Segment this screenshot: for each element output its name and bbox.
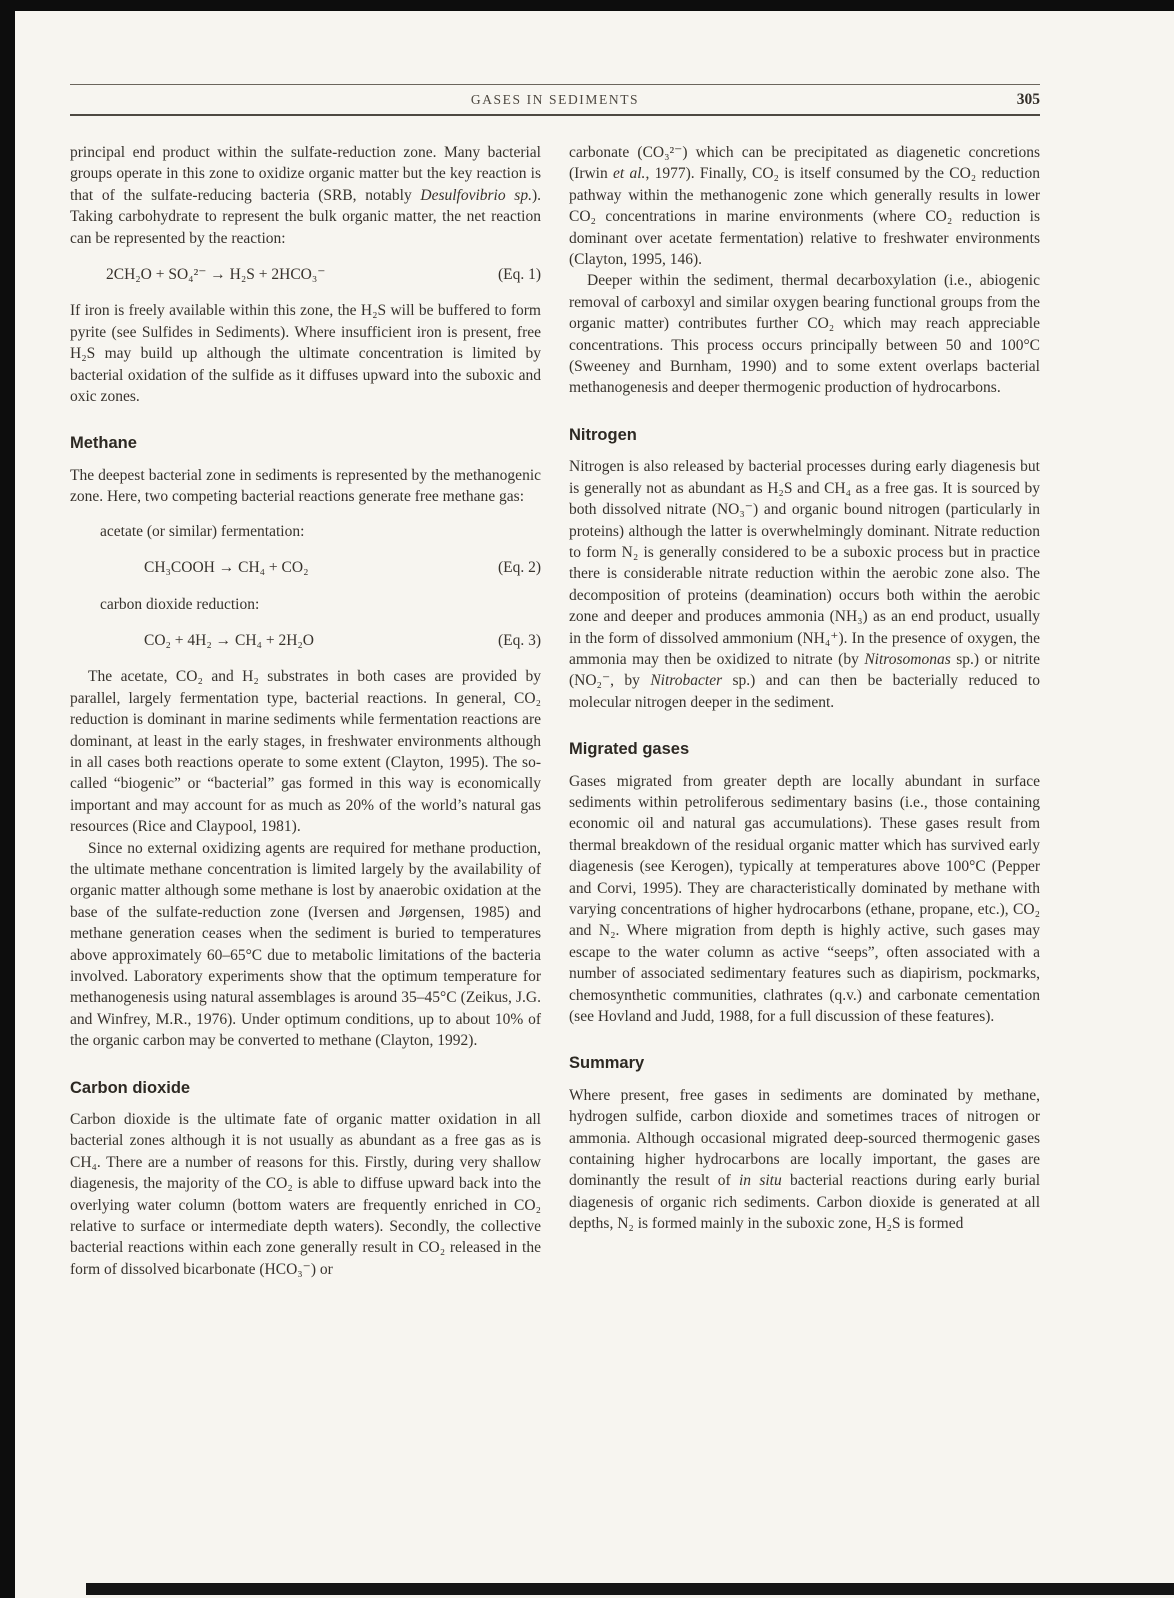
section-heading: Migrated gases [569, 740, 690, 759]
text-run: Carbon dioxide is the ultimate fate of organic matter oxidation in all bacterial zones although it is not usually as abundant as a free gas as is CH₄. There are a number of reasons for this. Firstly, during very shallow diagenesis, the majority of the CO₂ is able to diffuse upward back into the overlying water column (bottom waters are frequently enriched in CO₂ relative to surface or intermediate depth waters). Secondly, the collective bacterial reactions within each zone generally result in CO₂ released in the form of dissolved bicarbonate (HCO₃⁻) or [70, 1111, 541, 1278]
equation-formula: CO₂ + 4H₂ → CH₄ + 2H₂O [144, 631, 314, 649]
text-run: carbonate (CO₃²⁻) which can be precipitated as diagenetic concretions (Irwin [569, 144, 1040, 183]
equation-number: (Eq. 3) [497, 631, 541, 649]
body-paragraph [70, 142, 541, 249]
text-run: Where present, free gases in sediments are dominated by methane, hydrogen sulfide, carbon dioxide and sometimes traces of nitrogen or ammonia. Although occasional migrated deep-sourced thermogenic gases containing higher hydrocarbons are locally important, the gases are dominantly the result of [569, 1086, 1040, 1190]
section-heading: Summary [569, 1054, 645, 1073]
text-run: The deepest bacterial zone in sediments is represented by the methanogenic zone. Here, two competing bacterial reactions generate free methane gas: [70, 466, 541, 506]
text-run: Gases migrated from greater depth are locally abundant in surface sediments within petroliferous sedimentary basins (i.e., those containing economic oil and natural gas accumulations). These gases result from thermal breakdown of the residual organic matter which has survived early diagenesis (see Kerogen), typically at temperatures above 100°C (Pepper and Corvi, 1995). They are characteristically dominated by methane with varying concentrations of higher hydrocarbons (ethane, propane, etc.), CO₂ and N₂. Where migration from depth is highly active, such gases may escape to the water column as active “seeps”, often associated with a number of associated sedimentary features such as diapirism, pockmarks, chemosynthetic communities, clathrates (q.v.) and carbonate cementation (see Hovland and Judd, 1988, for a full discussion of these features). [569, 772, 1040, 1026]
italic-term: Nitrobacter [650, 672, 723, 690]
body-paragraph [569, 142, 1040, 270]
page-content [70, 84, 1040, 1280]
scan-edge-top [0, 0, 1174, 11]
italic-term: et al. [613, 165, 646, 183]
equation-number: (Eq. 2) [497, 559, 541, 577]
equation-intro-label: carbon dioxide reduction: [100, 595, 260, 613]
text-column [569, 142, 1040, 1280]
chemical-equation [70, 630, 541, 651]
text-run: bacterial reactions during early burial diagenesis of organic rich sediments. Carbon dioxide is generated at all depths, N₂ is formed mainly in the suboxic zone, H₂S is formed [569, 1172, 1041, 1233]
body-paragraph [70, 300, 541, 407]
chemical-equation [70, 557, 541, 578]
body-paragraph [569, 1085, 1040, 1235]
section-heading: Nitrogen [569, 425, 637, 444]
body-paragraph [569, 771, 1040, 1028]
columns [70, 142, 1040, 1280]
body-paragraph [70, 465, 541, 508]
page-number: 305 [1016, 91, 1040, 108]
text-run: Deeper within the sediment, thermal decarboxylation (i.e., abiogenic removal of carboxyl and similar oxygen bearing functional groups from the organic matter) contributes further CO₂ which may reach appreciable concentrations. This process occurs principally between 50 and 100°C (Sweeney and Burnham, 1990) and to some extent overlaps bacterial methanogenesis and deeper thermogenic production of hydrocarbons. [569, 272, 1040, 397]
body-paragraph [70, 666, 541, 837]
running-head [70, 84, 1040, 116]
text-run: ). Taking carbohydrate to represent the bulk organic matter, the net reaction can be represented by the reaction: [70, 186, 541, 247]
body-paragraph [569, 456, 1040, 713]
body-paragraph [70, 838, 541, 1052]
equation-formula: 2CH₂O + SO₄²⁻ → H₂S + 2HCO₃⁻ [106, 266, 326, 284]
text-run: sp.) and can then be bacterially reduced to molecular nitrogen deeper in the sediment. [569, 672, 1040, 711]
text-run: principal end product within the sulfate-reduction zone. Many bacterial groups operate in this zone to oxidize organic matter but the key reaction is that of the sulfate-reducing bacteria (SRB, notably [70, 144, 541, 204]
text-column [70, 142, 541, 1280]
italic-term: Nitrosomonas [864, 650, 951, 668]
text-run: Nitrogen is also released by bacterial processes during early diagenesis but is generally not as abundant as H₂S and CH₄ as a free gas. It is sourced by both dissolved nitrate (NO₃⁻) and organic bound nitrogen (particularly in proteins) although the latter is overwhelmingly dominant. Nitrate reduction to form N₂ is generally considered to be a suboxic process but in practice there is considerable nitrate reduction within the aerobic zone also. The decomposition of proteins (deamination) occurs both within the aerobic zone and deeper and produces ammonia (NH₃) as an end product, usually in the form of dissolved ammonium (NH₄⁺). In the presence of oxygen, the ammonia may then be oxidized to nitrate (by [569, 458, 1040, 668]
text-run: Since no external oxidizing agents are required for methane production, the ultimate methane concentration is limited largely by the availability of organic matter although some methane is lost by anaerobic oxidation at the base of the sulfate-reduction zone (Iversen and Jørgensen, 1985) and methane generation ceases when the sediment is buried to temperatures above approximately 60–65°C due to metabolic limitations of the bacteria involved. Laboratory experiments show that the optimum temperature for methanogenesis using natural assemblages is around 35–45°C (Zeikus, J.G. and Winfrey, M.R., 1976). Under optimum conditions, up to about 10% of the organic carbon may be converted to methane (Clayton, 1992). [70, 839, 541, 1050]
scan-edge-bottom [86, 1583, 1174, 1595]
italic-term: Desulfovibrio sp. [420, 186, 532, 204]
text-run: If iron is freely available within this zone, the H₂S will be buffered to form pyrite (see Sulfides in Sediments). Where insufficient iron is present, free H₂S may build up although the ultimate concentration is limited by bacterial oxidation of the sulfide as it diffuses upward into the suboxic and oxic zones. [70, 302, 541, 406]
scan-edge-left [0, 0, 15, 1598]
section-heading: Methane [70, 434, 137, 453]
chemical-equation [70, 264, 541, 285]
text-run: , 1977). Finally, CO₂ is itself consumed by the CO₂ reduction pathway within the methanogenic zone which generally results in lower CO₂ concentrations in marine environments (where CO₂ reduction is dominant over acetate fermentation) relative to freshwater environments (Clayton, 1995, 146). [569, 165, 1040, 269]
italic-term: in situ [739, 1172, 782, 1190]
text-run: The acetate, CO₂ and H₂ substrates in both cases are provided by parallel, largely fermentation type, bacterial reactions. In general, CO₂ reduction is dominant in marine sediments while fermentation reactions are dominant, at least in the early stages, in freshwater environments although in all cases both reactions operate to some extent (Clayton, 1995). The so-called “biogenic” or “bacterial” gas formed in this way is economically important and may account for as much as 20% of the world’s natural gas resources (Rice and Claypool, 1981). [70, 668, 541, 836]
equation-formula: CH₃COOH → CH₄ + CO₂ [144, 559, 309, 577]
running-head-title: GASES IN SEDIMENTS [470, 92, 640, 107]
body-paragraph [70, 1109, 541, 1280]
section-heading: Carbon dioxide [70, 1078, 191, 1097]
equation-number: (Eq. 1) [497, 266, 541, 284]
equation-intro-label: acetate (or similar) fermentation: [100, 522, 305, 540]
text-run: sp.) or nitrite (NO₂⁻, by [569, 650, 1040, 690]
body-paragraph [569, 270, 1040, 398]
